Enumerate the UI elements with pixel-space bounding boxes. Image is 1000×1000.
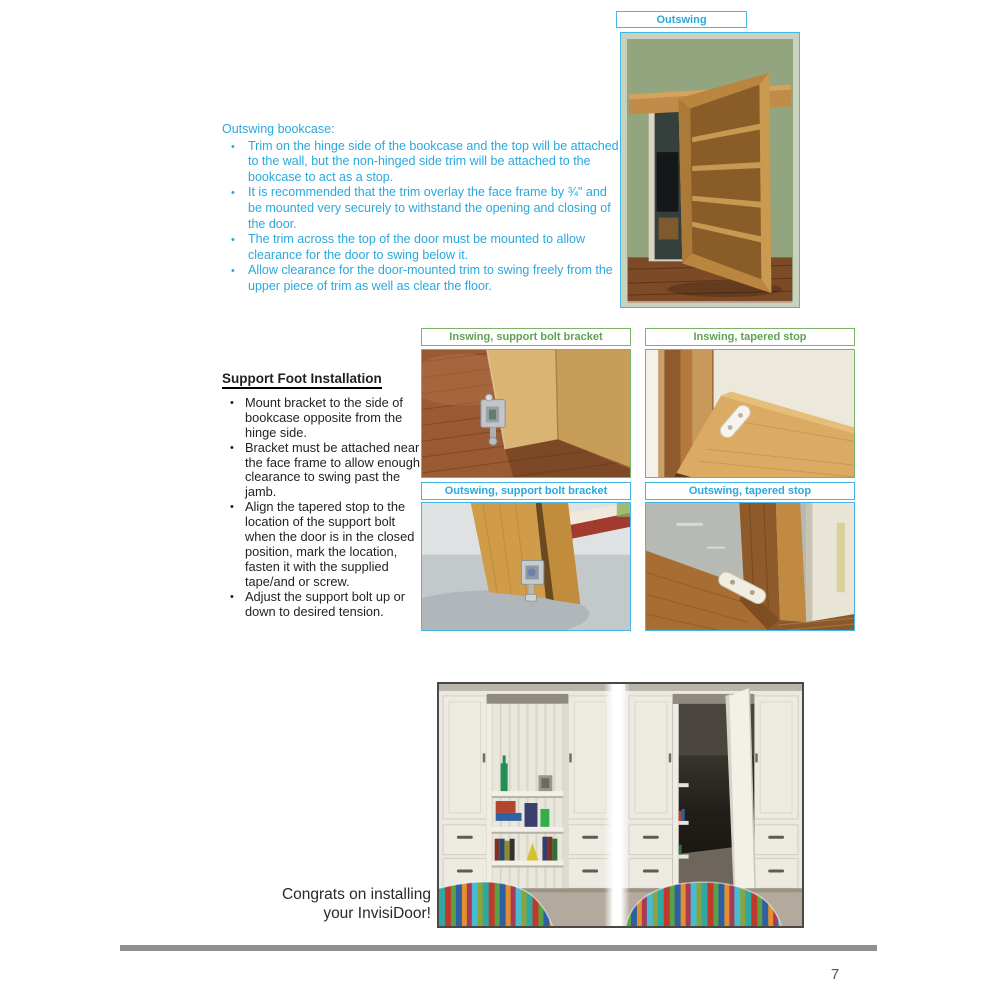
caption-inswing-tapered-stop	[645, 328, 855, 346]
bullet-item: • Adjust the support bolt up or down to desired tension.	[222, 590, 420, 620]
invisidoor-installed-illustration	[439, 684, 802, 926]
support-foot-section	[222, 372, 420, 620]
outswing-instructions-heading: Outswing bookcase:	[222, 122, 335, 136]
support-foot-heading	[222, 372, 420, 387]
bullet-item: • Mount bracket to the side of bookcase opposite from the hinge side.	[222, 396, 420, 441]
caption-outswing-support-bolt-bracket	[421, 482, 631, 500]
inswing-support-bolt-bracket-photo	[421, 349, 631, 478]
inswing-tapered-stop-photo	[645, 349, 855, 478]
bullet-item: • Allow clearance for the door-mounted trim to swing freely from the upper piece of trim as well as clear the floor.	[222, 263, 622, 294]
caption-inswing-support-bolt-bracket	[421, 328, 631, 346]
bullet-item: • The trim across the top of the door must be mounted to allow clearance for the door to swing below it.	[222, 232, 622, 263]
outswing-bookcase-photo	[620, 32, 800, 308]
bullet-item: • It is recommended that the trim overlay the face frame by ¾" and be mounted very securely to withstand the opening and closing of the door.	[222, 185, 622, 232]
support-foot-heading-text: Support Foot Installation	[222, 371, 382, 389]
outswing-bookcase-illustration	[621, 33, 799, 307]
invisidoor-installed-photo	[437, 682, 804, 928]
outswing-bullet-list	[222, 139, 622, 295]
bullet-item: • Align the tapered stop to the location of the support bolt when the door is in the closed position, mark the location, fasten it with the supplied tape/and or screw.	[222, 500, 420, 589]
caption-outswing-tapered-stop	[645, 482, 855, 500]
caption-text: Outswing, support bolt bracket	[444, 485, 608, 497]
outswing-photo-label	[616, 11, 747, 28]
outswing-support-bolt-bracket-photo	[421, 502, 631, 631]
outswing-stop-illustration	[646, 503, 854, 630]
caption-text: Inswing, tapered stop	[693, 331, 807, 343]
caption-text: Inswing, support bolt bracket	[449, 331, 603, 343]
footer-divider-bar	[120, 945, 877, 951]
outswing-bracket-illustration	[422, 503, 630, 630]
caption-text: Outswing, tapered stop	[688, 485, 812, 497]
outswing-instructions	[222, 122, 622, 295]
support-foot-bullet-list	[222, 396, 420, 620]
outswing-photo-label-text: Outswing	[656, 13, 707, 26]
bullet-item: • Bracket must be attached near the face frame to allow enough clearance to swing past the jamb.	[222, 441, 420, 501]
bullet-item: • Trim on the hinge side of the bookcase and the top will be attached to the wall, but the non-hinged side trim will be attached to the bookcase to act as a stop.	[222, 139, 622, 186]
inswing-bracket-illustration	[422, 350, 630, 477]
inswing-stop-illustration	[646, 350, 854, 477]
page-number: 7	[830, 966, 840, 983]
congrats-text: Congrats on installing your InvisiDoor!	[281, 886, 431, 922]
outswing-tapered-stop-photo	[645, 502, 855, 631]
